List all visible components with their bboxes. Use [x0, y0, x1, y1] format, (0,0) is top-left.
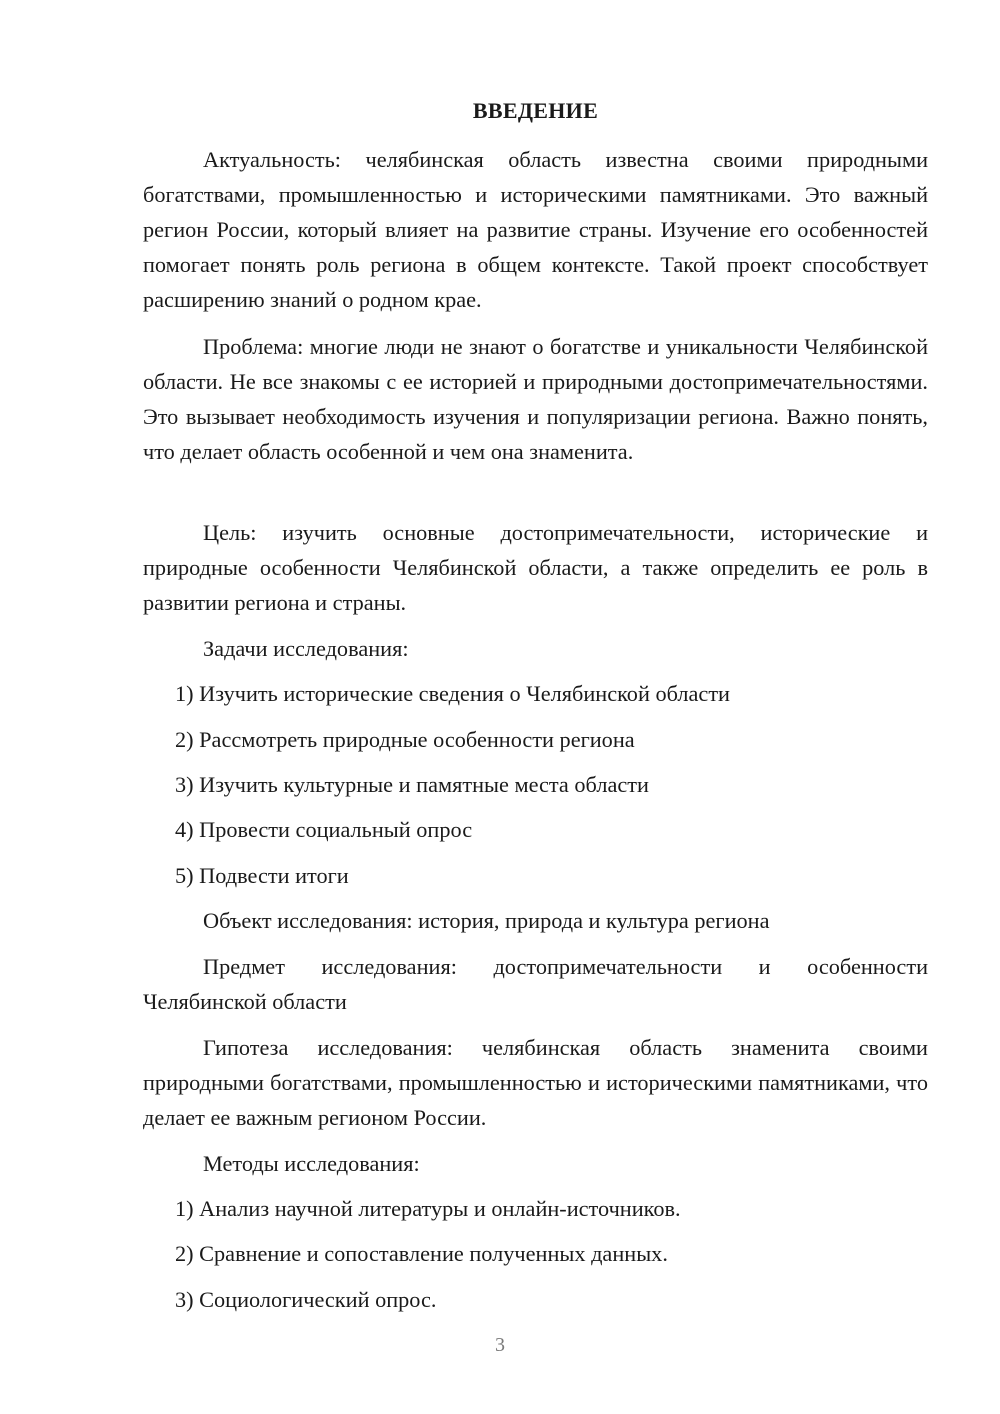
section-title: ВВЕДЕНИЕ [472, 98, 599, 123]
object-line: Объект исследования: история, природа и культура региона [203, 908, 770, 933]
method-item: 3) Социологический опрос. [175, 1287, 437, 1312]
subject-paragraph: Предмет исследования: достопримечательности и особенности Челябинской области [143, 954, 928, 1014]
task-item: 2) Рассмотреть природные особенности региона [175, 727, 635, 752]
method-item: 1) Анализ научной литературы и онлайн-источников. [175, 1196, 681, 1221]
method-item: 2) Сравнение и сопоставление полученных данных. [175, 1241, 668, 1266]
page-number: 3 [495, 1334, 505, 1356]
tasks-heading: Задачи исследования: [203, 636, 409, 661]
task-item: 4) Провести социальный опрос [175, 817, 473, 842]
task-item: 3) Изучить культурные и памятные места области [175, 772, 649, 797]
goal-paragraph: Цель: изучить основные достопримечательности, исторические и природные особенности Челябинской области, а также определить ее роль в развитии региона и страны. [143, 520, 928, 615]
hypothesis-paragraph: Гипотеза исследования: челябинская область знаменита своими природными богатствами, промышленностью и историческими памятниками, что делает ее важным регионом России. [143, 1035, 928, 1130]
task-item: 1) Изучить исторические сведения о Челябинской области [175, 681, 730, 706]
task-item: 5) Подвести итоги [175, 863, 349, 888]
problem-paragraph: Проблема: многие люди не знают о богатстве и уникальности Челябинской области. Не все знакомы с ее историей и природными достопримечательностями. Это вызывает необходимость изучения и популяризации региона. Важно понять, что делает область особенной и чем она знаменита. [143, 334, 928, 464]
document-page [143, 0, 928, 1414]
methods-heading: Методы исследования: [203, 1151, 420, 1176]
relevance-paragraph: Актуальность: челябинская область известна своими природными богатствами, промышленностью и историческими памятниками. Это важный регион России, который влияет на развитие страны. Изучение его особенностей помогает понять роль региона в общем контексте. Такой проект способствует расширению знаний о родном крае. [143, 147, 928, 312]
